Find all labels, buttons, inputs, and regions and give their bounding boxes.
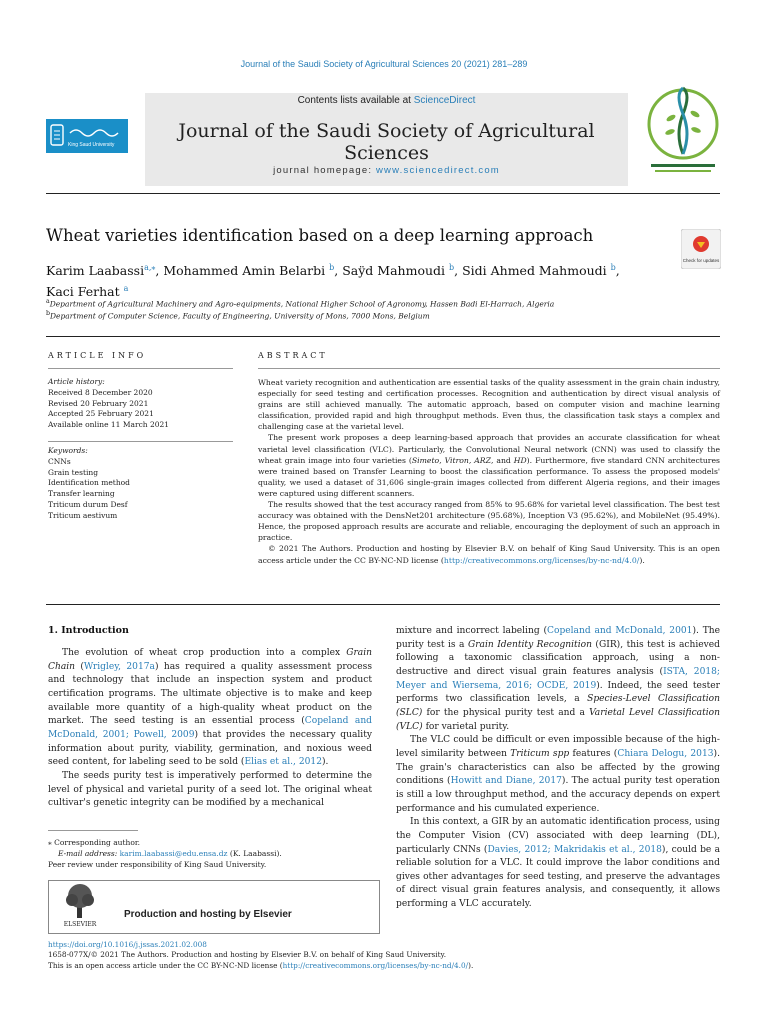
citation-link[interactable]: ISTA, 2018; Meyer and Wiersema, 2016; OCDE, 2019 [396, 666, 720, 691]
contents-prefix: Contents lists available at [297, 95, 414, 106]
keyword: Triticum aestivum [48, 510, 118, 520]
author-sup[interactable]: b [329, 263, 335, 272]
keywords-rule [48, 441, 233, 442]
abstract-text: , and [490, 455, 514, 465]
history-heading: Article history: [48, 377, 105, 386]
history-item: Accepted 25 February 2021 [48, 409, 154, 419]
elsevier-tree-logo [60, 882, 100, 928]
email-link[interactable]: karim.laabassi@edu.ensa.dz [119, 849, 228, 858]
footnote-rule [48, 830, 138, 831]
open-access-text: ). [468, 960, 474, 970]
affiliation [46, 310, 430, 321]
article-history [48, 377, 233, 431]
citation-link[interactable]: Copeland and McDonald, 2001 [547, 626, 693, 636]
keyword: Transfer learning [48, 489, 115, 499]
bottom-info [48, 940, 728, 971]
open-access-line [48, 961, 728, 971]
ksu-name-text: King Saud University [68, 142, 115, 148]
abstract-copyright [258, 543, 720, 565]
abstract-bottom-rule [46, 604, 720, 605]
citation-link[interactable]: Elias et al., 2012 [244, 757, 322, 768]
keyword: Triticum durum Desf [48, 499, 128, 509]
open-access-text: This is an open access article under the CC BY-NC-ND license ( [48, 960, 283, 970]
abstract-paragraph: The results showed that the test accuracy ranged from 85% to 95.68% for varietal level classification. The best test accuracy was obtained with the DensNet201 architecture (95.68%), Inception V3 (95.62%), and MobileNet (95.49%). Hence, the proposed approach results are accurate and reliable, encouraging the deployment of such an approach in practice. [258, 500, 720, 543]
affiliation-sup: b [46, 310, 51, 317]
check-for-updates-icon[interactable] [681, 229, 721, 269]
abstract-paragraph [258, 432, 720, 499]
author-sup[interactable]: a,⁎ [144, 263, 156, 272]
peer-review-note: Peer review under responsibility of King Saud University. [48, 860, 267, 869]
history-item: Revised 20 February 2021 [48, 398, 149, 408]
king-saud-university-logo [46, 119, 128, 153]
section-heading-introduction: 1. Introduction [48, 625, 129, 636]
copyright-text: ). [639, 555, 645, 565]
header-rule [46, 193, 720, 194]
citation-link[interactable]: Copeland and McDonald, 2001; Powell, 2009 [48, 716, 372, 740]
keywords-heading: Keywords: [48, 446, 88, 455]
journal-reference[interactable]: Journal of the Saudi Society of Agricultural Sciences 20 (2021) 281–289 [240, 59, 528, 69]
citation-link[interactable]: Chiara Delogu, 2013 [617, 748, 714, 759]
email-label: E-mail address: [58, 849, 120, 858]
body-paragraph: In this context, a GIR by an automatic identification process, using the Computer Vision (CV) associated with deep learning (DL), particularly CNNs (Davies, 2012; Makridakis et al., 2018), could be a reliable solution for a VLC. It could improve the labor conditions and gives other advantages for seed testing, and preserve the advantages of direct visual grain features analysis, and consequently, it allows performing a VLC accurately. [396, 817, 720, 910]
homepage-link[interactable]: www.sciencedirect.com [376, 165, 500, 176]
footnote [48, 837, 378, 870]
abstract-text: The present work proposes a deep learning-based approach that provides an accurate classification for wheat varietal level classification (VLC). Particularly, the Convolutional Neural network (CNN) was used to classify the wheat grain image into four varieties ( [258, 433, 720, 465]
author-name[interactable]: Mohammed Amin Belarbi [163, 263, 326, 279]
email-name: (K. Laabassi). [227, 849, 282, 858]
saudi-society-logo [645, 84, 721, 184]
email-note [48, 848, 378, 859]
issn-line: 1658-077X/© 2021 The Authors. Production and hosting by Elsevier B.V. on behalf of King Saud University. [48, 950, 447, 960]
abstract-body [258, 377, 720, 566]
abstract-heading: ABSTRACT [258, 351, 328, 360]
keyword-list [48, 446, 233, 522]
body-paragraph: The seeds purity test is imperatively performed to determine the level of physical and varietal purity of a seed lot. The original wheat cultivar's genetic integrity can be modified by a mechanical [48, 770, 372, 809]
affiliation-sup: a [46, 298, 50, 305]
keyword: Identification method [48, 478, 130, 488]
doi-link[interactable]: https://doi.org/10.1016/j.jssas.2021.02.008 [48, 940, 207, 949]
check-updates-label: Check for updates [682, 258, 720, 263]
affiliation [46, 298, 554, 309]
history-item: Available online 11 March 2021 [48, 420, 170, 430]
author-name[interactable]: Kaci Ferhat [46, 284, 120, 300]
intro-column-left [48, 647, 372, 811]
keyword: Grain testing [48, 467, 99, 477]
abstract-text: ). Furthermore, five standard CNN architectures were trained based on Transfer Learning to boost the classification performance. To assess the proposed models' quality, we used a dataset of 31,606 single-grain images collected from different Algeria regions, and their images were captured using different scanners. [258, 455, 720, 498]
abstract-paragraph: Wheat variety recognition and authentication are essential tasks of the quality assessment in the grain chain industry, especially for seed testing and certification processes. Recognition and authentication by direct visual analysis of grains are still achieved manually. The automatic approach, based on computer vision and machine learning classification, provided rapid and high throughput methods. Even thus, the classification task stays a complex and challenging case at the varietal level. [258, 378, 720, 432]
author-sup[interactable]: b [449, 263, 455, 272]
info-top-rule [46, 336, 720, 337]
citation-link[interactable]: Wrigley, 2017a [83, 661, 155, 672]
abstract-rule [258, 368, 720, 369]
history-item: Received 8 December 2020 [48, 387, 153, 397]
corresponding-author-note: ⁎ Corresponding author. [48, 838, 141, 847]
journal-homepage [145, 165, 628, 176]
author-name[interactable]: Karim Laabassi [46, 263, 145, 279]
affiliation-text: Department of Computer Science, Faculty of Engineering, University of Mons, 7000 Mons, Belgium [50, 311, 430, 321]
article-title: Wheat varieties identification based on a deep learning approach [46, 226, 594, 245]
body-paragraph: The VLC could be difficult or even impossible because of the high-level similarity between Triticum spp features (Chiara Delogu, 2013). The grain's characteristics can also be affected by the growing conditions (Howitt and Diane, 2017). The actual purity test operation is still a low throughput method, and the accuracy depends on expert performance and his cumulated experience. [396, 735, 720, 814]
author-name[interactable]: Sidi Ahmed Mahmoudi [462, 263, 607, 279]
author-sup[interactable]: b [610, 263, 616, 272]
variety-names: Simeto, Vitron, ARZ [411, 455, 491, 465]
info-rule [48, 368, 233, 369]
contents-line [145, 95, 628, 106]
citation-link[interactable]: Davies, 2012; Makridakis et al., 2018 [487, 844, 662, 855]
variety-name: HD [513, 455, 527, 465]
homepage-prefix: journal homepage: [273, 165, 376, 176]
license-link[interactable]: http://creativecommons.org/licenses/by-nc-nd/4.0/ [443, 555, 640, 565]
elsevier-logo-text: ELSEVIER [63, 921, 97, 928]
body-paragraph: The evolution of wheat crop production into a complex Grain Chain (Wrigley, 2017a) has required a quality assessment process and technology that include an inspection system and product certification programs. The ultimate objective is to make and keep available more quantity of a high-quality wheat product on the market. The seed testing is an essential process (Copeland and McDonald, 2001; Powell, 2009) that provides the necessary quality information about purity, viability, germination, and noxious weed seed content, for labeling seed to be sold (Elias et al., 2012). [48, 648, 372, 768]
author-list: Karim Laabassi$^{a,⁎}$, Mohammed Amin Belarbi $^b$, Saÿd Mahmoudi $^b$, Sidi Ahmed Mahmoudi $^b$, Kaci Ferhat $^a$ [46, 263, 620, 300]
copyright-text: © 2021 The Authors. Production and hosting by Elsevier B.V. on behalf of King Saud University. This is an open access article under the CC BY-NC-ND license ( [258, 544, 720, 565]
article-info-heading: ARTICLE INFO [48, 351, 147, 360]
keyword: CNNs [48, 456, 71, 466]
journal-title: Journal of the Saudi Society of Agricultural Sciences [178, 120, 595, 164]
affiliation-text: Department of Agricultural Machinery and Agro-equipments, National Higher School of Agronomy, Hassen Badi El-Harrach, Algeria [49, 299, 555, 309]
citation-link[interactable]: Howitt and Diane, 2017 [450, 776, 562, 787]
author-name[interactable]: Saÿd Mahmoudi [342, 263, 446, 279]
intro-column-right [396, 625, 720, 912]
license-link-bottom[interactable]: http://creativecommons.org/licenses/by-nc-nd/4.0/ [282, 960, 469, 970]
body-paragraph: mixture and incorrect labeling (Copeland and McDonald, 2001). The purity test is a Grain Identity Recognition (GIR), this test is achieved following a taxonomic classification approach, using a non-destructive and direct visual grain features analysis (ISTA, 2018; Meyer and Wiersema, 2016; OCDE, 2019). Indeed, the seed tester performs two classification levels, a Species-Level Classification (SLC) for the physical purity test and a Varietal Level Classification (VLC) for varietal purity. [396, 626, 720, 732]
author-sup[interactable]: a [123, 284, 129, 294]
sciencedirect-link[interactable]: ScienceDirect [413, 95, 476, 106]
elsevier-hosting-label: Production and hosting by Elsevier [124, 909, 292, 920]
